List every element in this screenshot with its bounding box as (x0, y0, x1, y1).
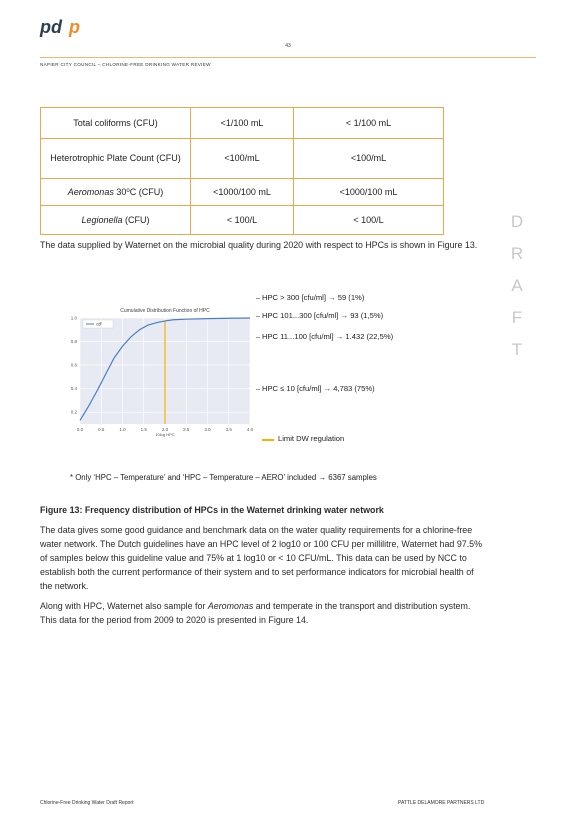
table-cell: <100/mL (294, 139, 444, 179)
y-tick-label: 0.2 (70, 409, 77, 415)
aeromonas-term: Aeromonas (207, 601, 254, 611)
table-row (41, 206, 444, 235)
footer-company: PATTLE DELAMORE PARTNERS LTD (398, 800, 485, 806)
microbial-standards-table (40, 107, 444, 235)
x-tick-label: 3.0 (204, 427, 211, 432)
table-cell: <1/100 mL (191, 108, 294, 139)
draft-letter: D (510, 212, 524, 231)
cdf-chart (60, 304, 252, 446)
pdp-logo (40, 16, 84, 38)
header-rule (40, 57, 536, 58)
organism-name: Aeromonas (67, 187, 114, 197)
x-tick-label: 3.5 (225, 427, 232, 432)
draft-watermark (510, 212, 524, 372)
table-cell (41, 206, 191, 235)
y-tick-label: 0.8 (70, 339, 77, 345)
svg-text:p: p (69, 17, 80, 37)
table-cell (41, 179, 191, 206)
document-title: NAPIER CITY COUNCIL – CHLORINE-FREE DRINKING WATER REVIEW (40, 62, 211, 67)
table-row (41, 179, 444, 206)
x-tick-label: 1.5 (140, 427, 147, 432)
annotation-tick (256, 389, 260, 390)
footer-report-title: Chlorine-Free Drinking Water Draft Report (40, 800, 134, 806)
y-tick-label: 0.4 (70, 386, 77, 392)
x-tick-label: 1.0 (119, 427, 126, 432)
x-tick-label: 2.0 (161, 427, 169, 432)
y-tick-label: 1.0 (70, 315, 77, 321)
svg-text:pd: pd (40, 17, 62, 37)
x-tick-label: 4.0 (246, 427, 254, 432)
aeromonas-text-before: Along with HPC, Waternet also sample for (40, 601, 208, 611)
aeromonas-paragraph (40, 599, 488, 627)
table-row (41, 139, 444, 179)
y-tick-label: 0.6 (70, 362, 77, 368)
x-axis-label: 10log HPC (155, 432, 175, 437)
draft-letter: A (511, 276, 523, 295)
unit-text: C (CFU) (129, 187, 164, 197)
aeromonas-text-after: and temperate in the transport and distribution system. This data for the period from 2009 to 2020 is presented in Figure 14. (40, 601, 471, 625)
temperature-value: 30 (116, 187, 127, 197)
degree-symbol: o (126, 188, 130, 194)
organism-name: Legionella (81, 214, 123, 225)
table-cell: <100/mL (191, 139, 294, 179)
table-cell: Total coliforms (CFU) (41, 108, 191, 139)
draft-letter: R (510, 244, 524, 263)
annotation-tick (256, 337, 260, 338)
regulation-legend-label: Limit DW regulation (278, 434, 345, 443)
annotation-hpc-under-10: HPC ≤ 10 [cfu/ml] → 4,783 (75%) (262, 384, 375, 393)
x-tick-label: 2.5 (183, 427, 190, 432)
unit-text: (CFU) (122, 214, 150, 225)
page-number: 43 (285, 43, 291, 49)
regulation-legend-swatch (262, 439, 274, 441)
figure-footnote: * Only ‘HPC – Temperature’ and ‘HPC – Temperature – AERO’ included → 6367 samples (70, 473, 377, 482)
intro-paragraph: The data supplied by Waternet on the microbial quality during 2020 with respect to HPCs is shown in Figure 13. (40, 240, 478, 250)
chart-legend-label: cdf (96, 321, 102, 327)
table-cell: < 100/L (294, 206, 444, 235)
draft-letter: T (511, 340, 523, 359)
annotation-hpc-over-300: HPC > 300 [cfu/ml] → 59 (1%) (262, 293, 365, 302)
table-row (41, 108, 444, 139)
annotation-hpc-11-100: HPC 11...100 [cfu/ml] → 1.432 (22,5%) (262, 332, 394, 341)
x-tick-label: 0.0 (76, 427, 84, 432)
annotation-tick (256, 316, 260, 317)
annotation-tick (256, 298, 260, 299)
guidance-paragraph: The data gives some good guidance and benchmark data on the water quality requirements for a chlorine-free water network. The Dutch guidelines have an HPC level of 2 log10 or 100 CFU per millilitre, Waternet had 97.5% of samples below this guideline value and 75% at 1 log10 or < 10 CFU/mL. This data can be used by NCC to establish both the current performance of their system and to set performance indicators for microbial health of the network. (40, 525, 482, 591)
x-tick-label: 0.5 (98, 427, 105, 432)
table-cell: <1000/100 mL (191, 179, 294, 206)
table-cell: < 100/L (191, 206, 294, 235)
table-cell: < 1/100 mL (294, 108, 444, 139)
figure-caption: Figure 13: Frequency distribution of HPCs in the Waternet drinking water network (40, 505, 384, 515)
table-cell: <1000/100 mL (294, 179, 444, 206)
chart-title: Cumulative Distribution Function of HPC (120, 308, 210, 314)
annotation-hpc-101-300: HPC 101...300 [cfu/ml] → 93 (1,5%) (262, 311, 384, 320)
table-cell: Heterotrophic Plate Count (CFU) (41, 139, 191, 179)
draft-letter: F (511, 308, 523, 327)
